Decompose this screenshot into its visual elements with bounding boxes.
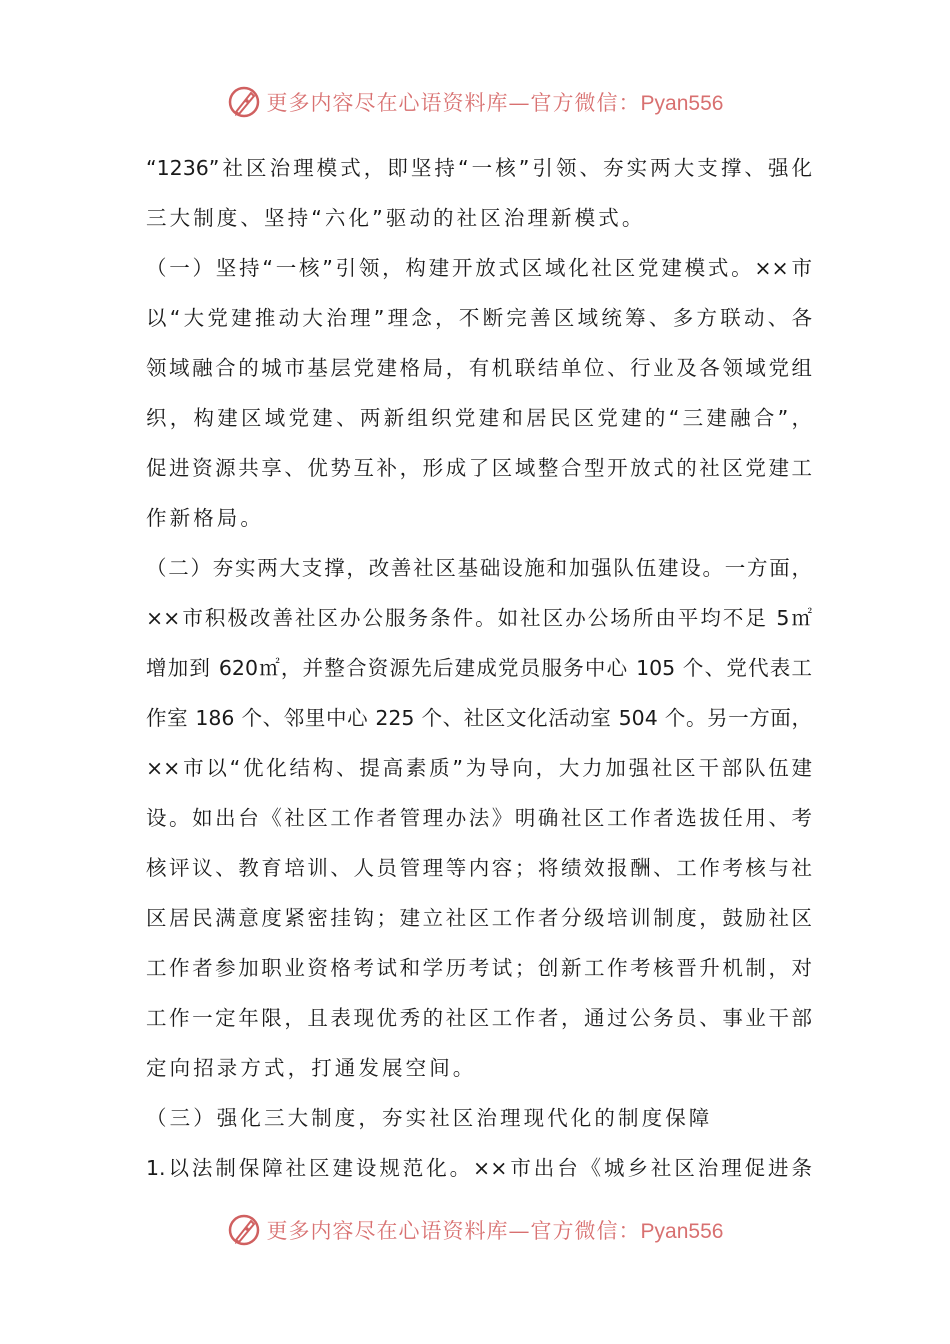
body-line: 作室 186 个、邻里中心 225 个、社区文化活动室 504 个。另一方面， <box>146 706 812 730</box>
body-line: 定向招录方式，打通发展空间。 <box>146 1056 477 1080</box>
body-line: 区居民满意度紧密挂钩；建立社区工作者分级培训制度，鼓励社区 <box>146 906 812 930</box>
body-line: 核评议、教育培训、人员管理等内容；将绩效报酬、工作考核与社 <box>146 856 812 880</box>
body-line: （一）坚持“一核”引领，构建开放式区域化社区党建模式。××市 <box>146 256 812 280</box>
body-line: “1236”社区治理模式，即坚持“一核”引领、夯实两大支撑、强化 <box>146 156 812 180</box>
body-line: 设。如出台《社区工作者管理办法》明确社区工作者选拔任用、考 <box>146 806 812 830</box>
document-body <box>146 143 812 1193</box>
watermark-text-cn: 更多内容尽在心语资料库—官方微信： <box>266 91 641 115</box>
header-watermark <box>0 80 950 124</box>
watermark-wechat-id: Pyan556 <box>640 1220 724 1243</box>
body-line: 增加到 620㎡，并整合资源先后建成党员服务中心 105 个、党代表工 <box>146 656 812 680</box>
body-line: 1.以法制保障社区建设规范化。××市出台《城乡社区治理促进条 <box>146 1156 812 1180</box>
pen-nib-logo-icon <box>227 1213 261 1247</box>
watermark-text <box>267 87 724 117</box>
body-line: ××市以“优化结构、提高素质”为导向，大力加强社区干部队伍建 <box>146 756 812 780</box>
body-line: 促进资源共享、优势互补，形成了区域整合型开放式的社区党建工 <box>146 456 812 480</box>
section-heading: （三）强化三大制度，夯实社区治理现代化的制度保障 <box>146 1106 713 1130</box>
watermark-wechat-id: Pyan556 <box>640 92 724 115</box>
body-line: 三大制度、坚持“六化”驱动的社区治理新模式。 <box>146 206 646 230</box>
body-line: ××市积极改善社区办公服务条件。如社区办公场所由平均不足 5㎡ <box>146 606 812 630</box>
pen-nib-logo-icon <box>227 85 261 119</box>
body-line: 工作者参加职业资格考试和学历考试；创新工作考核晋升机制，对 <box>146 956 812 980</box>
body-line: （二）夯实两大支撑，改善社区基础设施和加强队伍建设。一方面， <box>146 556 812 580</box>
body-line: 领域融合的城市基层党建格局，有机联结单位、行业及各领域党组 <box>146 356 812 380</box>
body-line: 织，构建区域党建、两新组织党建和居民区党建的“三建融合”， <box>146 406 812 430</box>
watermark-text-cn: 更多内容尽在心语资料库—官方微信： <box>266 1219 641 1243</box>
footer-watermark <box>0 1208 950 1252</box>
body-line: 作新格局。 <box>146 506 264 530</box>
body-line: 工作一定年限，且表现优秀的社区工作者，通过公务员、事业干部 <box>146 1006 812 1030</box>
body-line: 以“大党建推动大治理”理念，不断完善区域统筹、多方联动、各 <box>146 306 812 330</box>
watermark-text <box>267 1215 724 1245</box>
